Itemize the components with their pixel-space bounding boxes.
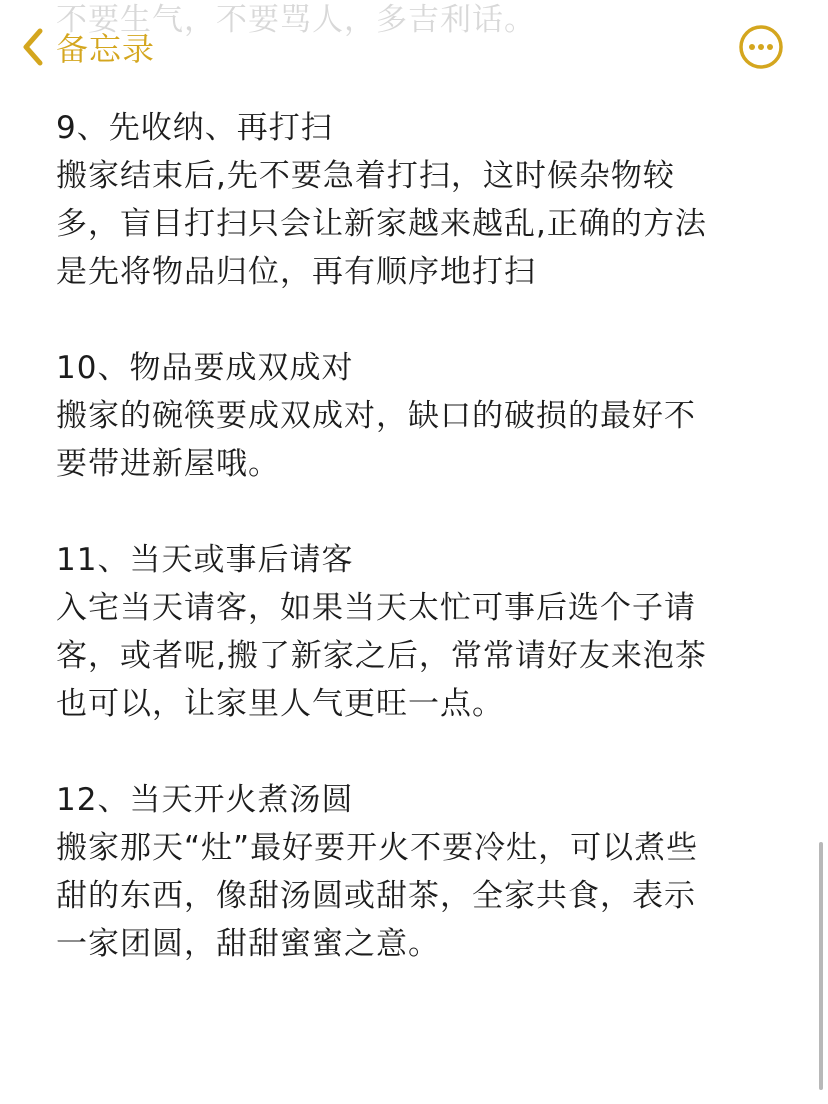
section-line: 要带进新屋哦。 xyxy=(56,446,280,482)
scrollbar[interactable] xyxy=(819,842,823,1090)
section-title: 10、物品要成双成对 xyxy=(56,350,354,386)
chevron-left-icon xyxy=(22,27,44,67)
section-line: 一家团圆，甜甜蜜蜜之意。 xyxy=(56,926,440,962)
section-line: 搬家那天“灶”最好要开火不要冷灶，可以煮些 xyxy=(56,830,699,866)
ellipsis-circle-icon[interactable] xyxy=(738,24,784,70)
note-content[interactable] xyxy=(56,104,766,1016)
section-title: 11、当天或事后请客 xyxy=(56,542,354,578)
section-line: 甜的东西，像甜汤圆或甜茶，全家共食，表示 xyxy=(56,878,696,914)
section-line: 客，或者呢,搬了新家之后，常常请好友来泡茶 xyxy=(56,638,707,674)
note-section xyxy=(56,776,766,968)
section-line: 搬家结束后,先不要急着打扫，这时候杂物较 xyxy=(56,158,675,194)
back-button-label: 备忘录 xyxy=(56,30,156,68)
section-line: 也可以，让家里人气更旺一点。 xyxy=(56,686,504,722)
section-line: 是先将物品归位，再有顺序地打扫 xyxy=(56,254,536,290)
scrolled-text-line: 不要生气，不要骂人，多吉利话。 xyxy=(56,2,536,38)
section-line: 搬家的碗筷要成双成对，缺口的破损的最好不 xyxy=(56,398,696,434)
section-title: 9、先收纳、再打扫 xyxy=(56,110,333,146)
back-button[interactable] xyxy=(22,22,155,72)
note-section xyxy=(56,536,766,728)
section-line: 多，盲目打扫只会让新家越来越乱,正确的方法 xyxy=(56,206,707,242)
note-section xyxy=(56,104,766,296)
section-title: 12、当天开火煮汤圆 xyxy=(56,782,354,818)
navigation-bar xyxy=(0,0,828,92)
section-line: 入宅当天请客，如果当天太忙可事后选个子请 xyxy=(56,590,696,626)
note-section xyxy=(56,344,766,488)
